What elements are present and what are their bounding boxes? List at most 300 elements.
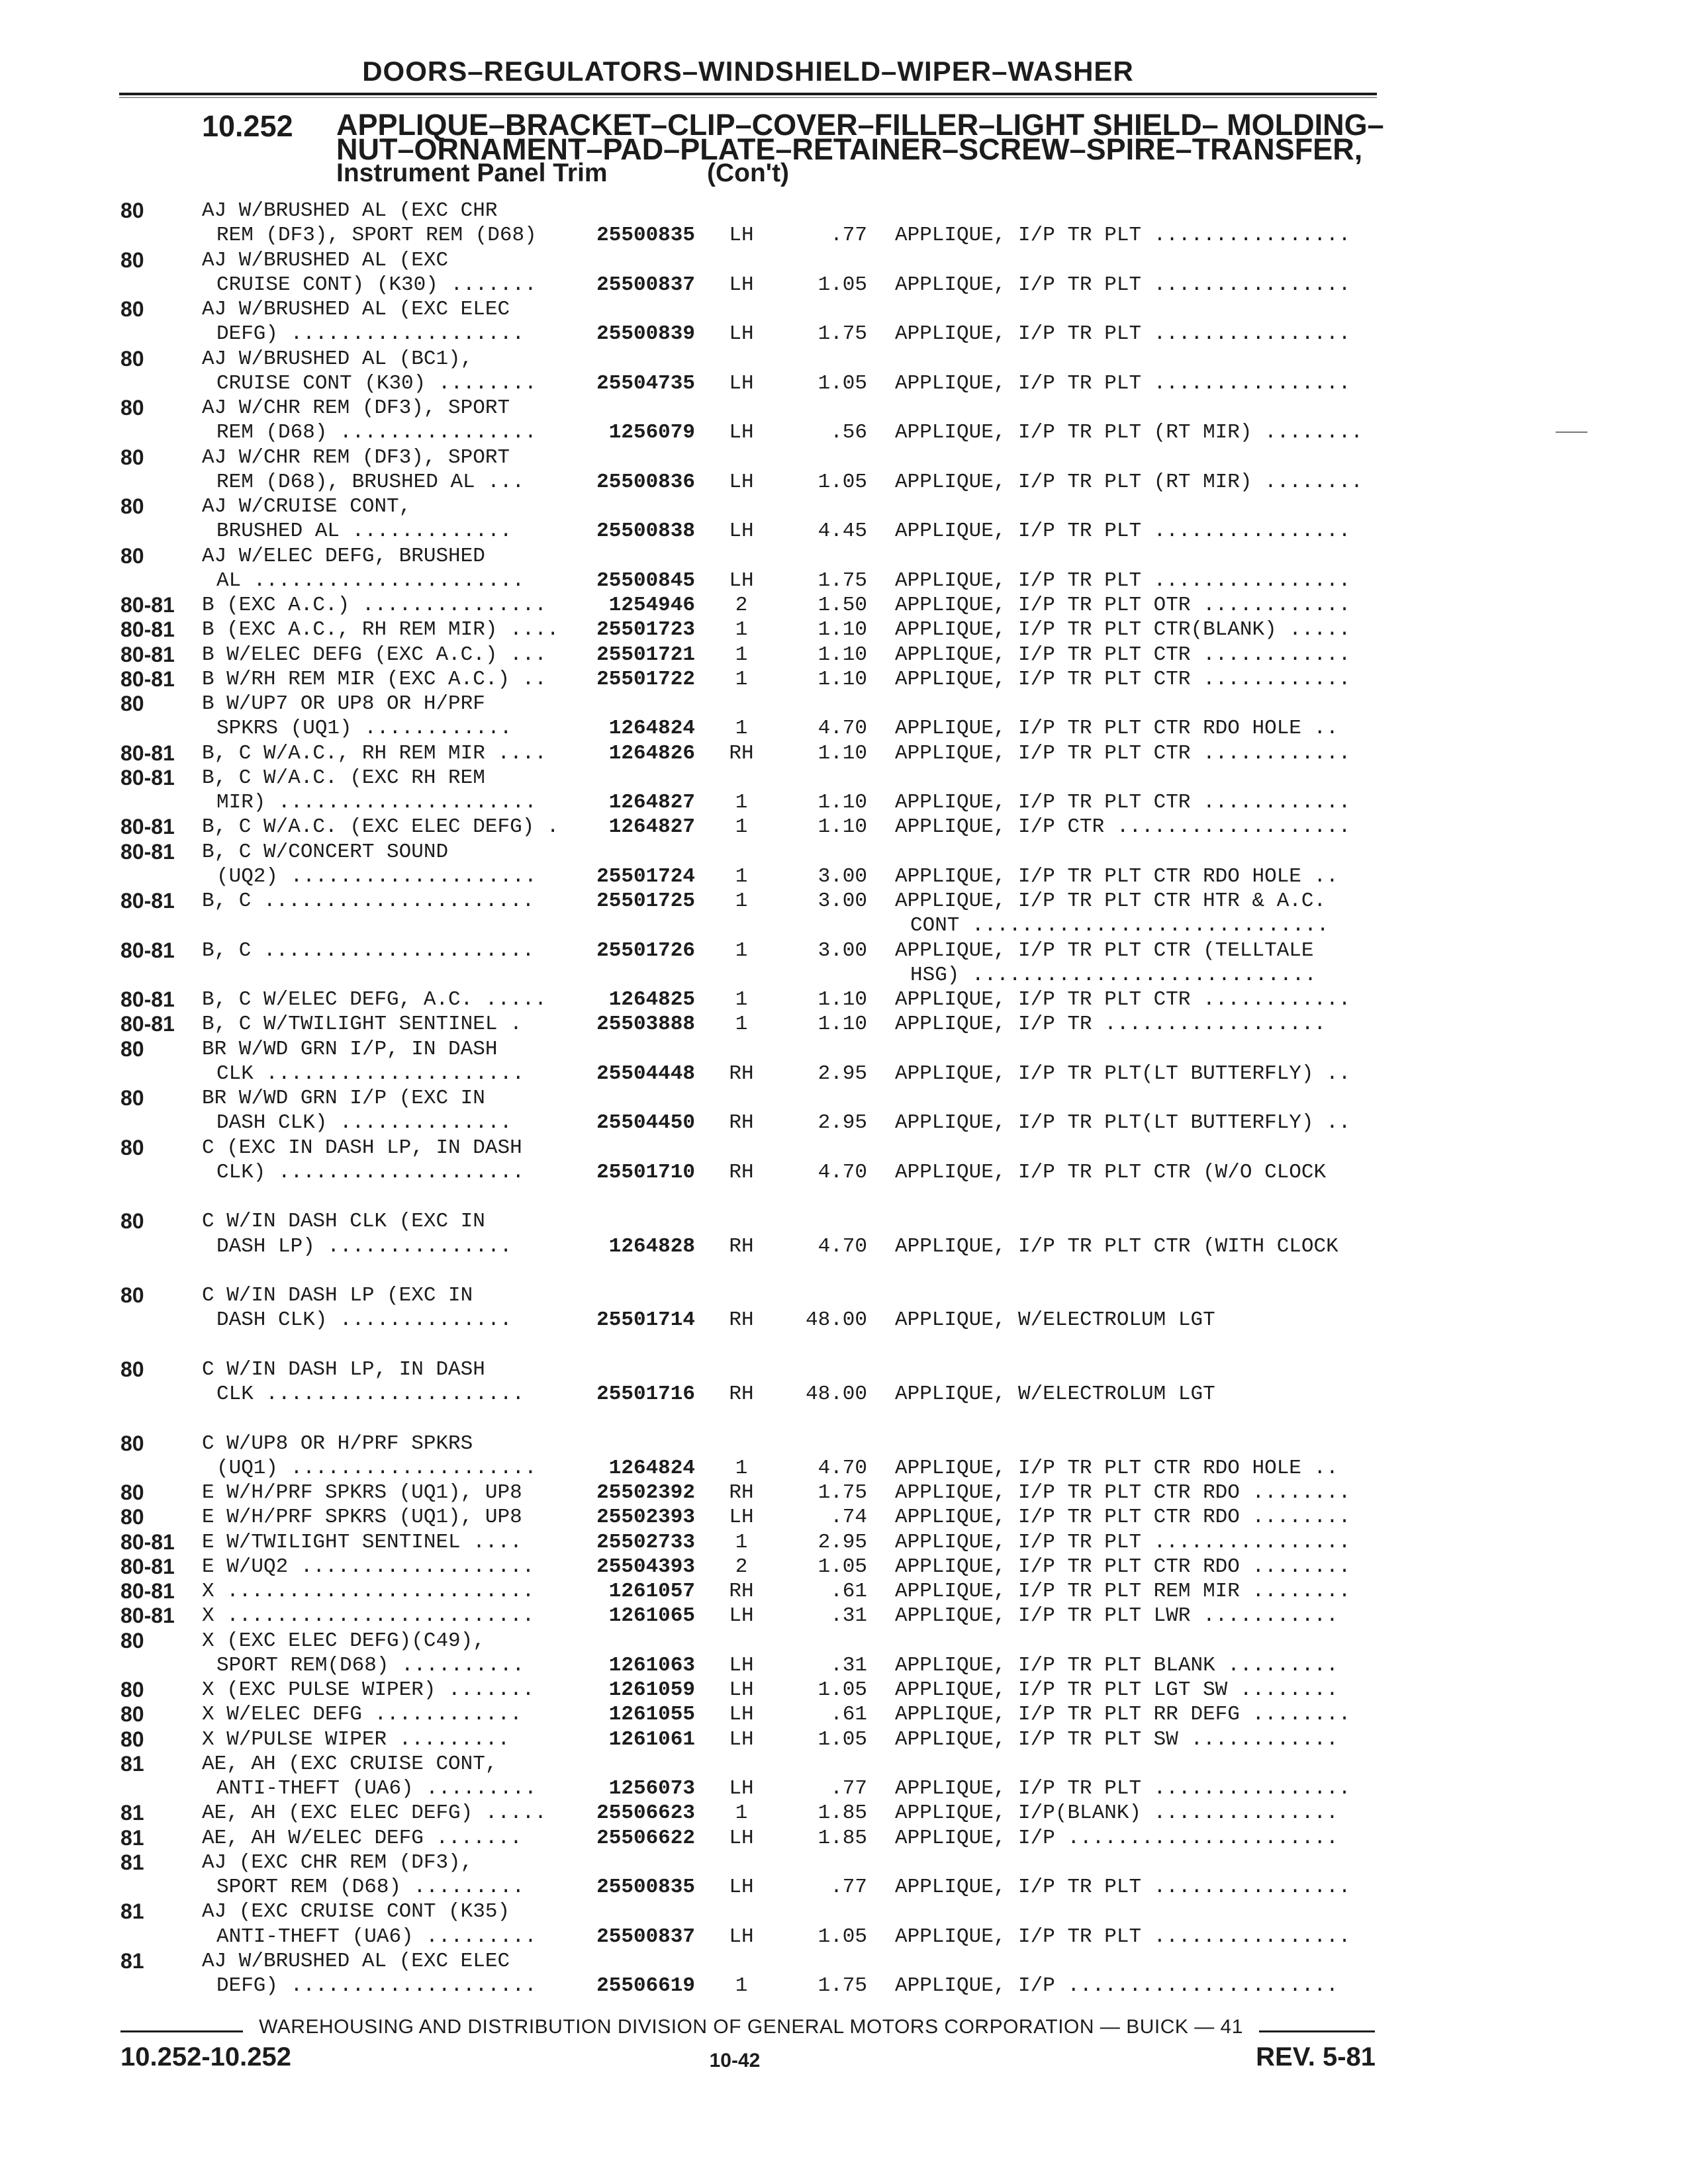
entry-part-name: APPLIQUE, I/P TR PLT CTR ............ — [895, 988, 1351, 1011]
section-subtitle-text: Instrument Panel Trim — [336, 159, 608, 187]
entry-quantity: LH — [729, 1653, 754, 1677]
entry-quantity: RH — [729, 1111, 754, 1135]
entry-year: 81 — [120, 1751, 144, 1776]
entry-part-number: 25501716 — [596, 1383, 695, 1406]
entry-year: 80-81 — [120, 642, 175, 666]
entry-description: CLK) .................... — [216, 1160, 525, 1184]
entry-quantity: RH — [729, 1481, 754, 1504]
entry-part-number: 1264827 — [608, 815, 695, 839]
entry-year: 80 — [120, 1135, 144, 1160]
entry-quantity: LH — [729, 520, 754, 543]
entry-year: 80 — [120, 1357, 144, 1381]
entry-year: 81 — [120, 1850, 144, 1874]
entry-part-number: 1261063 — [608, 1653, 695, 1677]
entry-price: .56 — [830, 421, 867, 445]
entry-part-name: APPLIQUE, I/P TR PLT ................ — [895, 371, 1351, 395]
entry-part-number: 1256079 — [608, 421, 695, 445]
entry-quantity: 2 — [735, 594, 748, 617]
entry-part-name: APPLIQUE, I/P TR PLT CTR (WITH CLOCK — [895, 1234, 1338, 1258]
entry-price: 3.00 — [818, 938, 867, 962]
entry-part-name: APPLIQUE, I/P TR PLT CTR HTR & A.C. — [895, 889, 1327, 913]
entry-price: 1.85 — [818, 1801, 867, 1825]
entry-year: 80-81 — [120, 666, 175, 691]
entry-part-number: 1264827 — [608, 791, 695, 814]
entry-year: 80-81 — [120, 593, 175, 617]
entry-part-number: 1261065 — [608, 1604, 695, 1628]
entry-part-number: 1256073 — [608, 1777, 695, 1800]
entry-description: B, C W/CONCERT SOUND — [202, 840, 449, 864]
entry-price: .77 — [830, 1777, 867, 1800]
entry-description: B (EXC A.C.) ............... — [202, 594, 547, 617]
entry-part-name: APPLIQUE, I/P TR PLT SW ............ — [895, 1727, 1338, 1751]
entry-part-name: APPLIQUE, I/P TR PLT CTR ............ — [895, 643, 1351, 666]
entry-description: SPORT REM (D68) ......... — [216, 1876, 525, 1899]
entry-price: 4.45 — [818, 520, 867, 543]
entry-year: 80 — [120, 1209, 144, 1234]
entry-price: 4.70 — [818, 1456, 867, 1480]
entry-year: 80 — [120, 199, 144, 222]
entry-description: AJ W/BRUSHED AL (EXC ELEC — [202, 298, 510, 321]
entry-year: 80 — [120, 1505, 144, 1529]
entry-description: CLK ..................... — [216, 1383, 525, 1406]
entry-price: 48.00 — [805, 1308, 867, 1332]
entry-description: C (EXC IN DASH LP, IN DASH — [202, 1136, 522, 1160]
entry-part-number: 25503888 — [596, 1013, 695, 1036]
entry-price: 1.05 — [818, 273, 867, 296]
entry-part-number: 25501725 — [596, 889, 695, 913]
entry-description: CRUISE CONT) (K30) ....... — [216, 273, 537, 296]
entry-part-name: APPLIQUE, I/P TR PLT ................ — [895, 224, 1351, 248]
entry-quantity: LH — [729, 1826, 754, 1850]
entry-description: REM (D68) ................ — [216, 421, 537, 445]
entry-description: AL ...................... — [216, 569, 525, 592]
entry-part-name: APPLIQUE, I/P TR PLT RR DEFG ........ — [895, 1703, 1351, 1727]
entry-quantity: LH — [729, 1506, 754, 1529]
entry-year: 80-81 — [120, 741, 175, 765]
entry-year: 80-81 — [120, 617, 175, 642]
entry-year: 81 — [120, 1899, 144, 1924]
entry-description: AJ W/BRUSHED AL (EXC CHR — [202, 199, 498, 222]
entry-part-name: APPLIQUE, I/P TR PLT CTR RDO ........ — [895, 1506, 1351, 1529]
entry-part-name: APPLIQUE, W/ELECTROLUM LGT — [895, 1308, 1215, 1332]
entry-quantity: LH — [729, 322, 754, 346]
entry-part-name: APPLIQUE, I/P TR PLT ................ — [895, 520, 1351, 543]
entry-part-number: 1264825 — [608, 988, 695, 1011]
entry-quantity: 1 — [735, 643, 748, 666]
page-header-title: DOORS–REGULATORS–WINDSHIELD–WIPER–WASHER — [362, 56, 1134, 87]
entry-quantity: 2 — [735, 1555, 748, 1578]
entry-description: C W/UP8 OR H/PRF SPKRS — [202, 1432, 473, 1455]
entry-part-name: APPLIQUE, I/P TR PLT CTR RDO ........ — [895, 1555, 1351, 1578]
entry-part-name: APPLIQUE, I/P TR PLT ................ — [895, 569, 1351, 592]
entry-description: DEFG) .................... — [216, 1974, 537, 1997]
margin-mark — [1556, 432, 1587, 433]
entry-quantity: LH — [729, 1925, 754, 1948]
entry-quantity: LH — [729, 1703, 754, 1727]
entry-description: B, C W/A.C., RH REM MIR .... — [202, 741, 547, 765]
entry-part-name: APPLIQUE, I/P TR PLT CTR ............ — [895, 741, 1351, 765]
entry-part-number: 1264824 — [608, 1456, 695, 1480]
entry-quantity: LH — [729, 470, 754, 494]
entry-part-name: APPLIQUE, I/P ...................... — [895, 1974, 1338, 1997]
entry-part-number: 25501721 — [596, 643, 695, 666]
entry-description: MIR) ..................... — [216, 791, 537, 814]
entry-year: 80-81 — [120, 815, 175, 839]
entry-price: 1.05 — [818, 470, 867, 494]
entry-description: B W/UP7 OR UP8 OR H/PRF — [202, 692, 485, 715]
entry-part-name: APPLIQUE, I/P TR PLT ................ — [895, 1925, 1351, 1948]
entry-price: 1.10 — [818, 667, 867, 691]
entry-price: 1.50 — [818, 594, 867, 617]
entry-part-number: 25506619 — [596, 1974, 695, 1997]
entry-year: 80-81 — [120, 1554, 175, 1578]
entry-quantity: 1 — [735, 889, 748, 913]
entry-part-name: APPLIQUE, I/P TR PLT ................ — [895, 322, 1351, 346]
entry-price: 4.70 — [818, 1234, 867, 1258]
entry-description: (UQ2) .................... — [216, 864, 537, 888]
entry-part-name: APPLIQUE, I/P TR PLT REM MIR ........ — [895, 1580, 1351, 1603]
entry-description: ANTI-THEFT (UA6) ......... — [216, 1925, 537, 1948]
entry-description: AJ W/ELEC DEFG, BRUSHED — [202, 544, 485, 568]
entry-description: ANTI-THEFT (UA6) ......... — [216, 1777, 537, 1800]
entry-part-name: APPLIQUE, I/P TR PLT OTR ............ — [895, 594, 1351, 617]
entry-price: 1.75 — [818, 322, 867, 346]
entry-description: AJ W/CHR REM (DF3), SPORT — [202, 396, 510, 420]
entry-description: X ......................... — [202, 1580, 535, 1603]
entry-description: E W/H/PRF SPKRS (UQ1), UP8 — [202, 1506, 522, 1529]
entry-quantity: 1 — [735, 988, 748, 1011]
entry-year: 81 — [120, 1825, 144, 1850]
footer-revision: REV. 5-81 — [1256, 2042, 1376, 2071]
entry-year: 80-81 — [120, 1529, 175, 1554]
entry-part-name: APPLIQUE, I/P ...................... — [895, 1826, 1338, 1850]
footer-text: WAREHOUSING AND DISTRIBUTION DIVISION OF GENERAL MOTORS CORPORATION — BUICK — 41 — [259, 2016, 1243, 2038]
entry-description: AJ W/BRUSHED AL (EXC — [202, 248, 449, 272]
entry-description: AJ (EXC CHR REM (DF3), — [202, 1850, 473, 1874]
entry-price: 1.05 — [818, 1925, 867, 1948]
entry-quantity: LH — [729, 569, 754, 592]
entry-price: 2.95 — [818, 1530, 867, 1554]
entry-quantity: 1 — [735, 1013, 748, 1036]
entry-price: 4.70 — [818, 717, 867, 741]
entry-price: 1.05 — [818, 1555, 867, 1578]
entry-year: 80-81 — [120, 765, 175, 790]
entry-year: 80 — [120, 1283, 144, 1307]
section-subtitle — [336, 159, 790, 187]
entry-price: 1.10 — [818, 741, 867, 765]
entry-quantity: LH — [729, 273, 754, 296]
entry-quantity: 1 — [735, 1974, 748, 1997]
entry-description: CRUISE CONT (K30) ........ — [216, 371, 537, 395]
entry-part-name: APPLIQUE, I/P(BLANK) ............... — [895, 1801, 1338, 1825]
entry-description: BR W/WD GRN I/P, IN DASH — [202, 1037, 498, 1061]
entry-price: 1.75 — [818, 1974, 867, 1997]
entry-part-number: 25502392 — [596, 1481, 695, 1504]
entry-part-number: 25500837 — [596, 1925, 695, 1948]
entry-quantity: RH — [729, 1062, 754, 1085]
entry-part-number: 25500838 — [596, 520, 695, 543]
entry-quantity: LH — [729, 421, 754, 445]
footer-section-ref: 10.252-10.252 — [120, 2042, 292, 2071]
entry-description: E W/H/PRF SPKRS (UQ1), UP8 — [202, 1481, 522, 1504]
entry-price: 48.00 — [805, 1383, 867, 1406]
entry-part-number: 1254946 — [608, 594, 695, 617]
footer-rule-left — [120, 2030, 243, 2032]
entry-quantity: 1 — [735, 1530, 748, 1554]
entry-year: 80 — [120, 494, 144, 518]
entry-price: 1.05 — [818, 1678, 867, 1702]
entry-part-number: 25502393 — [596, 1506, 695, 1529]
entry-part-number: 1264824 — [608, 717, 695, 741]
entry-quantity: 1 — [735, 815, 748, 839]
entry-description: AJ W/BRUSHED AL (EXC ELEC — [202, 1949, 510, 1973]
entry-part-name: HSG) ............................ — [910, 963, 1317, 987]
section-title-line-2: NUT–ORNAMENT–PAD–PLATE–RETAINER–SCREW–SPIRE–TRANSFER, — [336, 132, 1363, 166]
entry-description: B W/ELEC DEFG (EXC A.C.) ... — [202, 643, 547, 666]
entry-price: .31 — [830, 1653, 867, 1677]
entry-year: 80 — [120, 1036, 144, 1061]
entry-part-number: 25506622 — [596, 1826, 695, 1850]
entry-description: B, C W/ELEC DEFG, A.C. ..... — [202, 988, 547, 1011]
entry-price: .61 — [830, 1703, 867, 1727]
entry-quantity: LH — [729, 1777, 754, 1800]
entry-price: .31 — [830, 1604, 867, 1628]
entry-part-name: APPLIQUE, I/P CTR ................... — [895, 815, 1351, 839]
entry-quantity: 1 — [735, 667, 748, 691]
entry-part-number: 25501714 — [596, 1308, 695, 1332]
entry-year: 80 — [120, 1727, 144, 1751]
entry-description: B, C ...................... — [202, 938, 535, 962]
entry-year: 80 — [120, 297, 144, 321]
entry-year: 80 — [120, 1702, 144, 1727]
entry-part-name: APPLIQUE, I/P TR PLT ................ — [895, 1876, 1351, 1899]
entry-part-name: APPLIQUE, I/P TR PLT LGT SW ........ — [895, 1678, 1338, 1702]
entry-quantity: LH — [729, 1678, 754, 1702]
entry-part-number: 25500839 — [596, 322, 695, 346]
entry-part-name: APPLIQUE, I/P TR PLT CTR (TELLTALE — [895, 938, 1314, 962]
entry-quantity: 1 — [735, 717, 748, 741]
entry-year: 80 — [120, 346, 144, 371]
entry-description: SPKRS (UQ1) ............ — [216, 717, 512, 741]
entry-part-name: APPLIQUE, I/P TR PLT (RT MIR) ........ — [895, 421, 1363, 445]
entry-description: AJ W/CHR REM (DF3), SPORT — [202, 445, 510, 469]
entry-description: X (EXC ELEC DEFG)(C49), — [202, 1629, 485, 1653]
entry-part-number: 25501724 — [596, 864, 695, 888]
entry-price: .77 — [830, 224, 867, 248]
footer-page-number: 10-42 — [709, 2050, 761, 2071]
entry-quantity: 1 — [735, 1456, 748, 1480]
entry-description: B (EXC A.C., RH REM MIR) .... — [202, 618, 559, 642]
entry-part-number: 1261057 — [608, 1580, 695, 1603]
entry-part-number: 25501726 — [596, 938, 695, 962]
entry-part-name: APPLIQUE, I/P TR PLT ................ — [895, 273, 1351, 296]
entry-part-name: APPLIQUE, I/P TR PLT CTR(BLANK) ..... — [895, 618, 1351, 642]
entry-quantity: 1 — [735, 864, 748, 888]
entry-price: .74 — [830, 1506, 867, 1529]
entry-quantity: 1 — [735, 791, 748, 814]
entry-description: AJ (EXC CRUISE CONT (K35) — [202, 1900, 510, 1924]
section-number: 10.252 — [202, 109, 293, 143]
entry-part-number: 25501710 — [596, 1160, 695, 1184]
footer-rule-right — [1259, 2030, 1375, 2032]
entry-description: X W/PULSE WIPER ......... — [202, 1727, 510, 1751]
entry-price: 1.75 — [818, 1481, 867, 1504]
entry-part-number: 25504735 — [596, 371, 695, 395]
entry-description: X ......................... — [202, 1604, 535, 1628]
entry-description: X (EXC PULSE WIPER) ....... — [202, 1678, 535, 1702]
section-title-line-1: APPLIQUE–BRACKET–CLIP–COVER–FILLER–LIGHT SHIELD– MOLDING– — [336, 108, 1384, 142]
entry-description: B W/RH REM MIR (EXC A.C.) .. — [202, 667, 547, 691]
entry-description: E W/TWILIGHT SENTINEL .... — [202, 1530, 522, 1554]
entry-description: C W/IN DASH LP, IN DASH — [202, 1357, 485, 1381]
entry-quantity: 1 — [735, 618, 748, 642]
entry-price: 1.10 — [818, 815, 867, 839]
entry-part-number: 25501723 — [596, 618, 695, 642]
entry-year: 80-81 — [120, 1579, 175, 1603]
entry-part-name: CONT ............................. — [910, 914, 1329, 938]
entry-part-number: 25504393 — [596, 1555, 695, 1578]
entry-part-name: APPLIQUE, I/P TR PLT CTR ............ — [895, 791, 1351, 814]
entry-quantity: RH — [729, 1234, 754, 1258]
entry-year: 80-81 — [120, 889, 175, 913]
entry-part-name: APPLIQUE, I/P TR PLT ................ — [895, 1530, 1351, 1554]
entry-part-name: APPLIQUE, I/P TR PLT CTR RDO HOLE .. — [895, 1456, 1338, 1480]
entry-quantity: LH — [729, 224, 754, 248]
entry-description: AJ W/CRUISE CONT, — [202, 495, 412, 518]
entry-price: 4.70 — [818, 1160, 867, 1184]
entry-part-name: APPLIQUE, I/P TR .................. — [895, 1013, 1327, 1036]
entry-price: 1.10 — [818, 618, 867, 642]
entry-quantity: LH — [729, 371, 754, 395]
header-rule-thin — [119, 97, 1377, 98]
entry-year: 80 — [120, 692, 144, 715]
entry-year: 80 — [120, 248, 144, 272]
entry-part-number: 1264828 — [608, 1234, 695, 1258]
entry-part-number: 25500845 — [596, 569, 695, 592]
entry-description: AE, AH (EXC ELEC DEFG) ..... — [202, 1801, 547, 1825]
entry-part-number: 25500837 — [596, 273, 695, 296]
entry-price: .77 — [830, 1876, 867, 1899]
entry-part-number: 25500835 — [596, 1876, 695, 1899]
entry-description: AE, AH W/ELEC DEFG ....... — [202, 1826, 522, 1850]
entry-quantity: LH — [729, 1727, 754, 1751]
entry-part-name: APPLIQUE, I/P TR PLT CTR (W/O CLOCK — [895, 1160, 1327, 1184]
entry-year: 80 — [120, 396, 144, 420]
entry-part-number: 1261055 — [608, 1703, 695, 1727]
entry-part-name: APPLIQUE, I/P TR PLT(LT BUTTERFLY) .. — [895, 1111, 1351, 1135]
entry-part-name: APPLIQUE, W/ELECTROLUM LGT — [895, 1383, 1215, 1406]
entry-part-number: 25501722 — [596, 667, 695, 691]
entry-description: C W/IN DASH CLK (EXC IN — [202, 1210, 485, 1234]
entry-quantity: RH — [729, 1383, 754, 1406]
entry-description: REM (D68), BRUSHED AL ... — [216, 470, 525, 494]
entry-quantity: 1 — [735, 938, 748, 962]
entry-price: 3.00 — [818, 864, 867, 888]
entry-price: .61 — [830, 1580, 867, 1603]
entry-part-number: 1261059 — [608, 1678, 695, 1702]
entry-part-number: 25502733 — [596, 1530, 695, 1554]
entry-year: 80-81 — [120, 938, 175, 962]
entry-part-name: APPLIQUE, I/P TR PLT (RT MIR) ........ — [895, 470, 1363, 494]
entry-part-name: APPLIQUE, I/P TR PLT ................ — [895, 1777, 1351, 1800]
entry-description: B, C W/TWILIGHT SENTINEL . — [202, 1013, 522, 1036]
entry-description: DASH CLK) .............. — [216, 1111, 512, 1135]
entry-year: 80-81 — [120, 987, 175, 1011]
entry-part-number: 25506623 — [596, 1801, 695, 1825]
entry-part-number: 25500835 — [596, 224, 695, 248]
entry-quantity: RH — [729, 1308, 754, 1332]
entry-part-name: APPLIQUE, I/P TR PLT BLANK ......... — [895, 1653, 1338, 1677]
entry-part-name: APPLIQUE, I/P TR PLT(LT BUTTERFLY) .. — [895, 1062, 1351, 1085]
entry-price: 1.05 — [818, 371, 867, 395]
entry-part-number: 25500836 — [596, 470, 695, 494]
entry-part-name: APPLIQUE, I/P TR PLT CTR RDO HOLE .. — [895, 717, 1338, 741]
entry-description: BR W/WD GRN I/P (EXC IN — [202, 1087, 485, 1110]
entry-year: 81 — [120, 1948, 144, 1973]
entry-year: 80 — [120, 1480, 144, 1504]
entry-year: 80-81 — [120, 1604, 175, 1628]
entry-quantity: LH — [729, 1604, 754, 1628]
header-rule — [119, 93, 1377, 95]
entry-quantity: 1 — [735, 1801, 748, 1825]
entry-year: 80-81 — [120, 839, 175, 864]
entry-quantity: RH — [729, 1580, 754, 1603]
entry-year: 81 — [120, 1801, 144, 1825]
entry-description: X W/ELEC DEFG ............ — [202, 1703, 522, 1727]
entry-quantity: RH — [729, 741, 754, 765]
entry-price: 1.85 — [818, 1826, 867, 1850]
entry-description: B, C W/A.C. (EXC RH REM — [202, 766, 485, 790]
entry-part-name: APPLIQUE, I/P TR PLT CTR RDO ........ — [895, 1481, 1351, 1504]
entry-price: 1.10 — [818, 1013, 867, 1036]
entry-price: 2.95 — [818, 1062, 867, 1085]
entry-part-number: 1261061 — [608, 1727, 695, 1751]
entry-description: CLK ..................... — [216, 1062, 525, 1085]
entry-price: 1.05 — [818, 1727, 867, 1751]
entry-description: (UQ1) .................... — [216, 1456, 537, 1480]
entry-year: 80 — [120, 1431, 144, 1455]
entry-description: DEFG) ................... — [216, 322, 525, 346]
entry-description: BRUSHED AL ............. — [216, 520, 512, 543]
entry-part-number: 25504448 — [596, 1062, 695, 1085]
entry-description: SPORT REM(D68) .......... — [216, 1653, 525, 1677]
entry-year: 80 — [120, 445, 144, 469]
entry-description: AJ W/BRUSHED AL (BC1), — [202, 347, 473, 371]
entry-description: B, C W/A.C. (EXC ELEC DEFG) . — [202, 815, 559, 839]
entry-price: 3.00 — [818, 889, 867, 913]
entry-quantity: LH — [729, 1876, 754, 1899]
entry-part-number: 1264826 — [608, 741, 695, 765]
entry-year: 80-81 — [120, 1012, 175, 1036]
entry-part-name: APPLIQUE, I/P TR PLT CTR RDO HOLE .. — [895, 864, 1338, 888]
entry-year: 80 — [120, 1678, 144, 1702]
entry-description: B, C ...................... — [202, 889, 535, 913]
entry-year: 80 — [120, 1628, 144, 1653]
entry-part-name: APPLIQUE, I/P TR PLT LWR ........... — [895, 1604, 1338, 1628]
section-continued: (Con't) — [707, 159, 790, 187]
entry-price: 1.10 — [818, 988, 867, 1011]
entry-price: 1.10 — [818, 643, 867, 666]
entry-part-name: APPLIQUE, I/P TR PLT CTR ............ — [895, 667, 1351, 691]
entry-part-number: 25504450 — [596, 1111, 695, 1135]
entry-price: 2.95 — [818, 1111, 867, 1135]
entry-description: AE, AH (EXC CRUISE CONT, — [202, 1752, 498, 1776]
entry-description: DASH CLK) .............. — [216, 1308, 512, 1332]
entry-price: 1.75 — [818, 569, 867, 592]
entry-description: C W/IN DASH LP (EXC IN — [202, 1284, 473, 1307]
entry-quantity: RH — [729, 1160, 754, 1184]
entry-description: E W/UQ2 ................... — [202, 1555, 535, 1578]
